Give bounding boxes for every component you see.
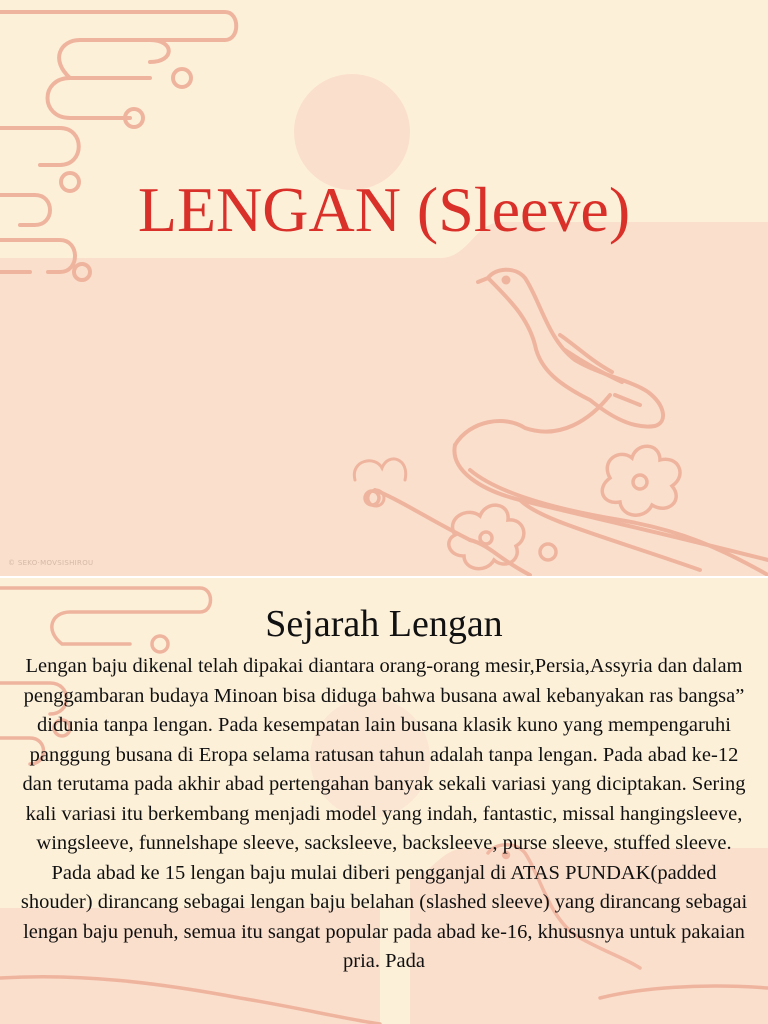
- content-slide: [0, 578, 768, 1024]
- peach-wave-band: [0, 222, 768, 576]
- image-credit: © SEKO·MOVSISHIROU: [8, 559, 94, 567]
- slide-title: LENGAN (Sleeve): [137, 174, 631, 245]
- section-heading: Sejarah Lengan: [265, 603, 503, 645]
- body-paragraph: Lengan baju dikenal telah dipakai diantara orang-orang mesir,Persia,Assyria dan dalam penggambaran budaya Minoan bisa diduga bahwa busana awal kebanyakan ras bangsa” didunia tanpa lengan. Pada kesempatan lain busana klasik kuno yang mempengaruhi panggung busana di Eropa selama ratusan tahun adalah tanpa lengan. Pada abad ke-12 dan terutama pada akhir abad pertengahan banyak sekali variasi yang diciptakan. Sering kali variasi itu berkembang menjadi model yang indah, fantastic, missal hangingsleeve, wingsleeve, funnelshape sleeve, sacksleeve, backsleeve, purse sleeve, stuffed sleeve. Pada abad ke 15 lengan baju mulai diberi pengganjal di ATAS PUNDAK(padded shouder) dirancang sebagai lengan baju belahan (slashed sleeve) yang dirancang sebagai lengan baju penuh, semua itu sangat popular pada abad ke-16, khususnya untuk pakaian pria. Pada: [20, 655, 748, 972]
